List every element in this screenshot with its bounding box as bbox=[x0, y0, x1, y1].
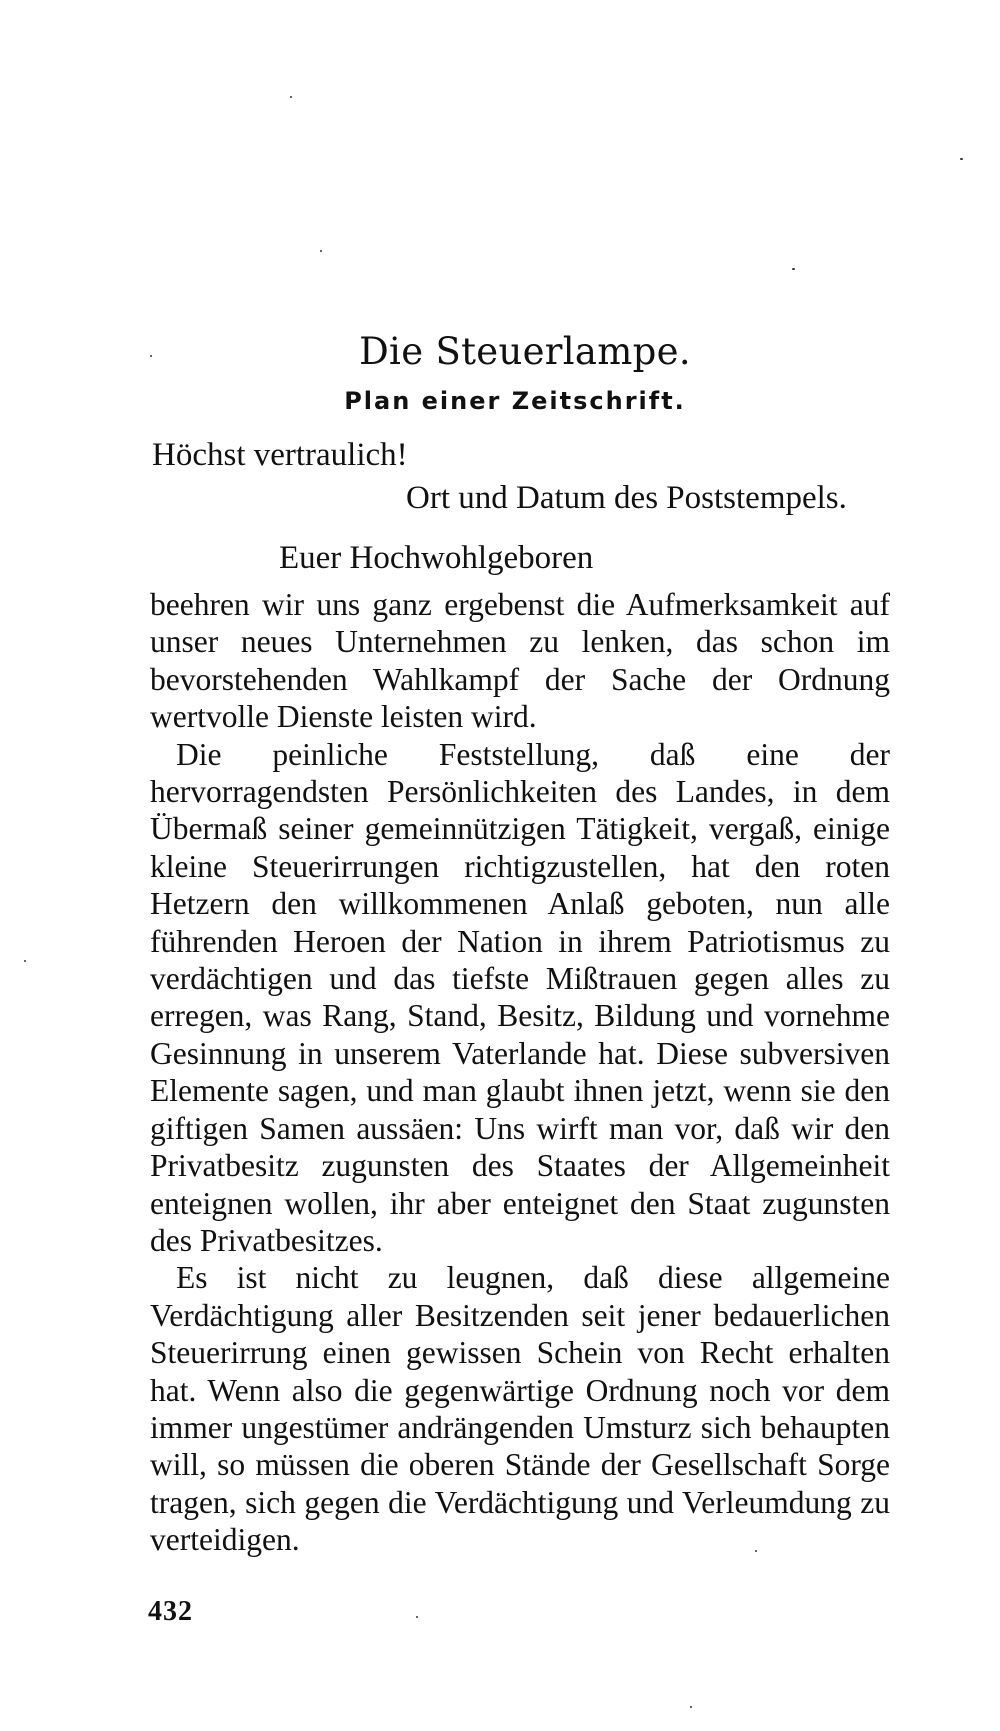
scan-speck bbox=[792, 268, 795, 270]
scan-speck bbox=[690, 1706, 692, 1708]
scan-speck bbox=[150, 355, 152, 357]
paragraph-1: beehren wir uns ganz ergebenst die Aufmerksamkeit auf unser neues Unternehmen zu lenken, das schon im bevorstehenden Wahlkampf der Sache der Ordnung wertvolle Dienste leisten wird. bbox=[150, 587, 890, 735]
salutation: Euer Hochwohlgeboren bbox=[279, 540, 594, 576]
place-date-line: Ort und Datum des Poststempels. bbox=[406, 480, 847, 516]
page-number: 432 bbox=[148, 1596, 193, 1627]
scan-speck bbox=[416, 1616, 418, 1618]
chapter-subtitle: Plan einer Zeitschrift. bbox=[344, 387, 686, 415]
body-text bbox=[150, 586, 890, 1559]
scan-speck bbox=[755, 1550, 757, 1552]
scan-speck bbox=[320, 250, 322, 252]
scan-speck bbox=[290, 96, 292, 98]
confidential-marker: Höchst vertraulich! bbox=[152, 437, 408, 473]
chapter-title: Die Steuerlampe. bbox=[359, 330, 691, 373]
scan-speck bbox=[960, 158, 963, 160]
paragraph-2: Die peinliche Feststellung, daß eine der hervorragendsten Persönlichkeiten des Landes, in dem Übermaß seiner gemeinnützigen Tätigkeit, vergaß, einige kleine Steuerirrungen richtigzustellen, hat den roten Hetzern den willkommenen Anlaß geboten, nun alle führenden Heroen der Nation in ihrem Patriotismus zu verdächtigen und das tiefste Mißtrauen gegen alles zu erregen, was Rang, Stand, Besitz, Bildung und vornehme Gesinnung in unserem Vaterlande hat. Diese subversiven Elemente sagen, und man glaubt ihnen jetzt, wenn sie den giftigen Samen aussäen: Uns wirft man vor, daß wir den Privatbesitz zugunsten des Staates der Allgemeinheit enteignen wollen, ihr aber enteignet den Staat zugunsten des Privatbesitzes. bbox=[150, 736, 890, 1258]
scan-speck bbox=[24, 960, 26, 962]
paragraph-3: Es ist nicht zu leugnen, daß diese allgemeine Verdächtigung aller Besitzenden seit jener bedauerlichen Steuerirrung einen gewissen Schein von Recht erhalten hat. Wenn also die gegenwärtige Ordnung noch vor dem immer ungestümer andrängenden Umsturz sich behaupten will, so müssen die oberen Stände der Gesellschaft Sorge tragen, sich gegen die Verdächtigung und Verleumdung zu verteidigen. bbox=[150, 1260, 890, 1558]
